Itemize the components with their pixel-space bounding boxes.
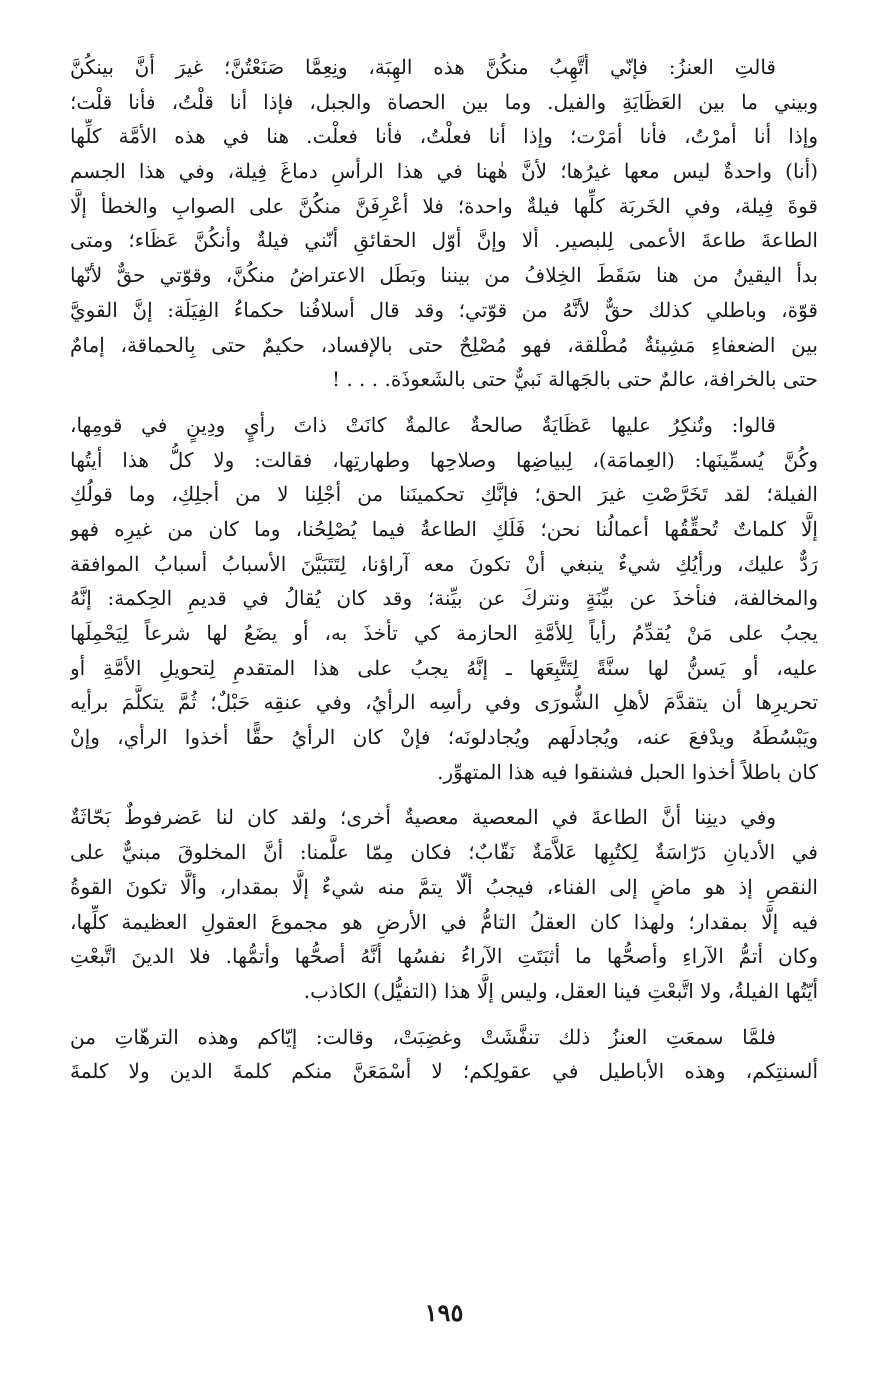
text-line: الفيلة؛ لقد تَخَرَّصْتِ غيرَ الحق؛ فإنَّكِ تحكمينَنا من أجْلِنا لا من أجلِكِ، وما قولُكِ: [70, 482, 818, 507]
text-line: وبيني ما بين العَظَايَةِ والفيل. وما بين الحصاة والجبل، فإذا أنا قلْتُ، فأنا قلْت؛: [70, 89, 818, 114]
text-line: قالوا: وتُنكِرُ عليها عَظَايَةٌ صالحةٌ عالمةٌ كانَتْ ذاتَ رأيٍ ودِينٍ في قومِها،: [70, 412, 776, 437]
text-line: في الأديانِ دَرّاسَةٌ لِكتُبِها عَلاَّمَةٌ نَقّابٌ؛ فكان مِمّا علَّمنا: أنَّ المخلوقَ مبنيٌّ على: [70, 840, 818, 865]
text-line: والمخالفة، فنأخذَ عن بيِّنَةٍ ونتركَ عن بيِّنة؛ وقد كان يُقالُ في قديمِ الحِكمة: إنَّهُ: [70, 586, 818, 611]
text-line: الطاعةَ طاعةَ الأعمى لِلبصير. ألا وإنَّ أوّل الحقائقِ أنّني فيلةٌ وأنكُنَّ عَظَاء؛ ومتى: [70, 228, 818, 253]
text-line: وكُنَّ يُسمِّينَها: (العِمامَة)، لِبياضِها وصلاحِها وطهارتِها، فقالت: ولا كلُّ هذا أيتُها: [70, 447, 818, 472]
text-line: رَدٌّ عليك، ورأيُكِ شيءٌ ينبغي أنْ تكونَ معه آراؤنا، لِتَتَبَيَّنَ الأسبابُ أسبابُ الموافقة: [70, 551, 818, 576]
text-line: وفي دينِنا أنَّ الطاعةَ في المعصية معصيةٌ أخرى؛ ولقد كان لنا عَضرفوطٌ بَحّاثَةٌ: [70, 805, 776, 830]
text-line: وكان أتمُّ الآراءِ وأصحُّها ما أثبَتَتِ الآراءُ نفسُها أنَّهُ أصحُّها وأتمُّها. فلا الدينَ اتَّبعْتِ: [70, 944, 818, 969]
text-line: النقصِ إذ هو ماضٍ إلى الفناء، فيجبُ ألّا يتمَّ منه شيءٌ إلَّا بمقدار، وألَّا تكونَ القوةُ: [70, 874, 818, 899]
page-number: ١٩٥: [424, 1298, 464, 1327]
text-line: تحريرِها أن يتقدَّمَ لأهلِ الشُّورَى وفي رأسِه الرأيُ، وفي عنقِه حَبْلٌ؛ ثُمَّ يتكلَّمَ برأيه: [70, 690, 818, 715]
text-line: وإذا أنا أمرْتُ، فأنا أمَرْت؛ وإذا أنا فعلْتُ، فأنا فعلْت. هنا في هذه الأمَّة كلِّها: [70, 124, 818, 149]
text-line: قوةَ فِيلة، وفي الخَربَة كلِّها فيلةٌ واحدة؛ فلا أعْرِفَنَّ منكُنَّ على الصوابِ والخطأ إلَّا: [70, 193, 818, 218]
paragraph-2: [70, 408, 818, 790]
book-page: [70, 50, 818, 1350]
paragraph-1: [70, 50, 818, 397]
text-line: ويَبْسُطَهُ ويدْفعَ عنه، ويُجادلَهم ويُجادلونَه؛ فإنْ كان الرأيُ حقًّا أخذوا الرأي، وإنْ: [70, 725, 818, 750]
text-line: أيّتُها الفيلةُ، ولا اتَّبعْتِ فينا العقل، وليس إلَّا هذا (التفيُّل) الكاذب.: [303, 978, 818, 1003]
text-line: قالتِ العنزُ: فإنّي أتَّهِبُ منكُنَّ هذه الهِبَة، ونِعِمَّا صَنَعْتُنَّ؛ غيرَ أنَّ بينكُنَّ: [70, 55, 776, 79]
text-line: حتى بالخرافة، عالمٌ حتى بالجَهالة نَبيٌّ حتى بالشَعوذَة. . . . !: [331, 367, 818, 392]
paragraph-4: [70, 1020, 818, 1089]
text-line: فيه إلَّا بمقدار؛ ولهذا كان العقلُ التامُّ في الأرضِ هو مجموعَ العقولِ العظيمة كلِّها،: [70, 909, 818, 934]
text-line: ألسنتِكم، وهذه الأباطيل في عقولِكم؛ لا أسْمَعَنَّ منكم كلمةَ الدين ولا كلمةَ: [70, 1059, 818, 1084]
paragraph-3: [70, 800, 818, 1008]
text-line: يجبُ على مَنْ يُقدِّمُ رأياً لِلأمَّةِ الحازمة كي تأخذَ به، أو يضَعُ لها شرعاً لِيَحْمِلَها: [70, 621, 818, 645]
text-line: إلَّا كلماتٌ تُحقِّقُها أعمالُنا نحن؛ فَلَكِ الطاعةُ فيما يُصْلِحُنا، وما كان من غيرِه فهو: [70, 516, 818, 541]
text-line: قوّة، وباطلي كذلك حقٌّ لأنَّهُ من قوّتي؛ وقد قال أسلافُنا حكماءُ الفِيَلَة: إنَّ القويَّ: [70, 297, 818, 322]
text-line: بين الضعفاءِ مَشِيئةٌ مُطْلقة، فهو مُصْلِحٌ حتى بالإفساد، حكيمٌ حتى بِالحماقة، إمامٌ: [70, 332, 818, 357]
text-line: بدأ اليقينُ من هنا سَقَطَ الخِلافُ من بيننا وبَطَل الاعتراضُ منكُنَّ، وقوّتي حقٌّ لأنّها: [70, 263, 818, 288]
text-line: (أنا) واحدةٌ ليس معها غيرُها؛ لأنَّ هٰهنا في هذا الرأسِ دماغَ فِيلة، وفي هذا الجسم: [70, 159, 818, 184]
text-line: فلمَّا سمعَتِ العنزُ ذلك تنفَّشَتْ وغضِبَتْ، وقالت: إيّاكم وهذه الترهّاتِ من: [70, 1024, 776, 1049]
text-line: كان باطلاً أخذوا الحبل فشنقوا فيه هذا المتهوِّر.: [437, 759, 818, 784]
text-line: عليه، أو يَسنُّ لها سنَّةً لِتَتَّبِعَها ـ إنَّهُ يجبُ على هذا المتقدمِ لِتحويلِ الأمَّةِ أو: [70, 655, 818, 680]
